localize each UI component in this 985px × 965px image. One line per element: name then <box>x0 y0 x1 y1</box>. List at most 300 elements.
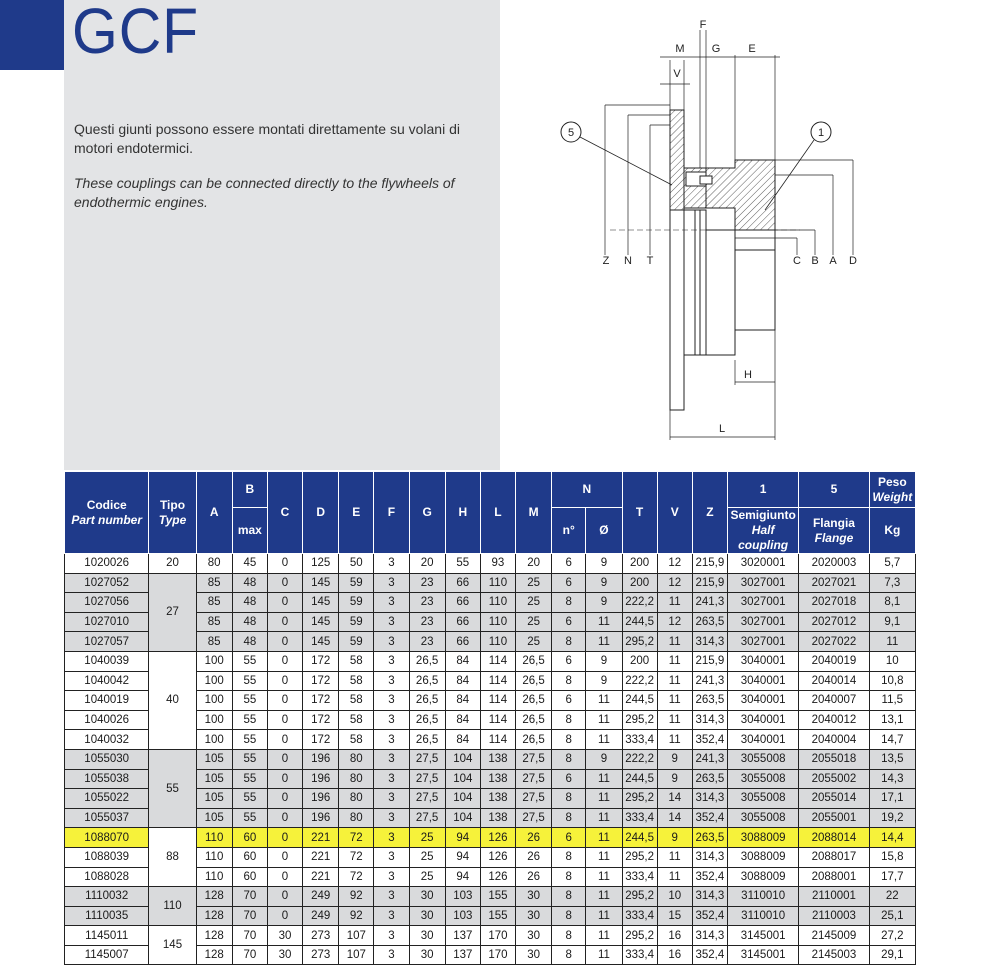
specification-table <box>64 471 916 965</box>
table-cell: 172 <box>303 691 339 711</box>
table-cell: 200 <box>622 573 657 593</box>
table-cell: 314,3 <box>692 847 727 867</box>
table-cell: 10,8 <box>869 671 915 691</box>
table-cell: 9 <box>657 749 692 769</box>
table-cell: 221 <box>303 847 339 867</box>
table-cell: 92 <box>339 887 374 907</box>
table-cell: 137 <box>445 945 480 965</box>
technical-drawing <box>540 10 880 450</box>
table-cell: 48 <box>232 612 267 632</box>
table-cell: 8 <box>552 887 586 907</box>
table-cell: 2040004 <box>799 730 869 750</box>
table-cell: 14,7 <box>869 730 915 750</box>
table-cell: 352,4 <box>692 906 727 926</box>
table-cell: 333,4 <box>622 730 657 750</box>
table-cell: 3055008 <box>727 769 798 789</box>
table-cell: 0 <box>267 691 302 711</box>
table-cell: 2040014 <box>799 671 869 691</box>
table-cell: 12 <box>657 554 692 574</box>
table-cell: 8 <box>552 906 586 926</box>
table-cell: 11 <box>657 710 692 730</box>
table-cell: 352,4 <box>692 867 727 887</box>
table-cell: 128 <box>196 945 232 965</box>
table-cell: 128 <box>196 906 232 926</box>
table-cell: 26,5 <box>516 730 552 750</box>
table-cell: 1110032 <box>65 887 149 907</box>
table-cell: 0 <box>267 828 302 848</box>
table-cell: 196 <box>303 808 339 828</box>
table-cell: 85 <box>196 573 232 593</box>
table-cell: 9 <box>586 573 622 593</box>
table-cell: 22 <box>869 887 915 907</box>
table-cell: 1055037 <box>65 808 149 828</box>
table-cell: 11 <box>586 945 622 965</box>
table-cell: 241,3 <box>692 671 727 691</box>
table-cell: 295,2 <box>622 887 657 907</box>
table-cell: 314,3 <box>692 887 727 907</box>
table-cell: 9,1 <box>869 612 915 632</box>
table-cell: 17,7 <box>869 867 915 887</box>
table-cell: 0 <box>267 554 302 574</box>
table-cell: 3040001 <box>727 691 798 711</box>
table-cell: 103 <box>445 906 480 926</box>
table-cell: 0 <box>267 671 302 691</box>
table-cell: 3 <box>374 887 409 907</box>
dim-label-e: E <box>748 43 756 55</box>
table-cell: 0 <box>267 847 302 867</box>
table-cell: 3110010 <box>727 906 798 926</box>
table-cell: 11 <box>586 710 622 730</box>
table-cell: 3027001 <box>727 632 798 652</box>
table-row <box>65 651 916 671</box>
table-cell: 16 <box>657 926 692 946</box>
table-cell: 273 <box>303 926 339 946</box>
table-cell: 1145011 <box>65 926 149 946</box>
table-cell: 10 <box>869 651 915 671</box>
table-cell: 11 <box>657 671 692 691</box>
table-cell: 2055018 <box>799 749 869 769</box>
table-cell: 2040012 <box>799 710 869 730</box>
table-cell: 263,5 <box>692 769 727 789</box>
table-cell: 94 <box>445 847 480 867</box>
table-cell: 55 <box>232 769 267 789</box>
table-cell: 100 <box>196 710 232 730</box>
table-cell: 25 <box>516 632 552 652</box>
table-cell: 273 <box>303 945 339 965</box>
table-cell: 172 <box>303 671 339 691</box>
table-cell: 3110010 <box>727 887 798 907</box>
table-cell: 11 <box>586 926 622 946</box>
dim-label-m: M <box>675 43 685 55</box>
table-row <box>65 749 916 769</box>
table-cell: 104 <box>445 808 480 828</box>
table-cell: 14,3 <box>869 769 915 789</box>
table-cell: 0 <box>267 789 302 809</box>
table-cell: 11 <box>657 867 692 887</box>
page-title: GCF <box>72 0 200 67</box>
table-row <box>65 828 916 848</box>
table-cell: 244,5 <box>622 769 657 789</box>
table-cell: 6 <box>552 554 586 574</box>
header-d: D <box>303 472 339 554</box>
table-cell: 26,5 <box>409 730 445 750</box>
table-cell: 27,5 <box>516 769 552 789</box>
table-cell: 50 <box>339 554 374 574</box>
table-cell: 27,5 <box>409 808 445 828</box>
table-cell: 2110001 <box>799 887 869 907</box>
table-cell: 26 <box>516 847 552 867</box>
table-cell: 110 <box>480 632 515 652</box>
brand-color-block <box>0 0 64 70</box>
table-cell: 263,5 <box>692 828 727 848</box>
table-cell: 3055008 <box>727 749 798 769</box>
table-cell: 9 <box>586 554 622 574</box>
table-cell: 30 <box>409 945 445 965</box>
table-cell: 110 <box>480 612 515 632</box>
table-cell: 3 <box>374 789 409 809</box>
table-cell: 1055038 <box>65 769 149 789</box>
table-cell: 25 <box>516 573 552 593</box>
table-cell: 114 <box>480 671 515 691</box>
table-cell: 126 <box>480 867 515 887</box>
table-cell: 114 <box>480 730 515 750</box>
table-cell: 15,8 <box>869 847 915 867</box>
table-cell: 92 <box>339 906 374 926</box>
table-cell: 30 <box>516 926 552 946</box>
table-row <box>65 887 916 907</box>
table-cell: 25 <box>409 847 445 867</box>
table-cell: 314,3 <box>692 926 727 946</box>
table-cell: 60 <box>232 828 267 848</box>
table-cell: 241,3 <box>692 749 727 769</box>
table-cell: 3040001 <box>727 730 798 750</box>
table-cell: 2088001 <box>799 867 869 887</box>
table-cell: 11 <box>657 847 692 867</box>
table-cell: 222,2 <box>622 671 657 691</box>
table-cell: 55 <box>232 789 267 809</box>
table-cell: 3 <box>374 691 409 711</box>
table-cell: 333,4 <box>622 906 657 926</box>
table-cell: 26,5 <box>409 671 445 691</box>
table-cell: 11 <box>869 632 915 652</box>
table-cell: 72 <box>339 828 374 848</box>
table-cell: 19,2 <box>869 808 915 828</box>
table-cell: 3 <box>374 749 409 769</box>
table-cell: 295,2 <box>622 926 657 946</box>
description-panel <box>64 0 500 470</box>
table-cell: 8 <box>552 945 586 965</box>
table-cell: 352,4 <box>692 730 727 750</box>
table-cell: 352,4 <box>692 808 727 828</box>
table-cell: 2055014 <box>799 789 869 809</box>
table-cell: 27,5 <box>516 808 552 828</box>
table-cell: 84 <box>445 651 480 671</box>
table-cell: 11 <box>586 730 622 750</box>
table-cell: 10 <box>657 887 692 907</box>
table-cell: 13,1 <box>869 710 915 730</box>
table-cell: 3 <box>374 847 409 867</box>
dim-label-c: C <box>793 255 801 267</box>
table-cell: 333,4 <box>622 945 657 965</box>
table-cell: 11 <box>586 632 622 652</box>
header-a: A <box>196 472 232 554</box>
table-cell: 1055030 <box>65 749 149 769</box>
table-cell: 11 <box>586 691 622 711</box>
table-cell: 2145009 <box>799 926 869 946</box>
table-cell: 244,5 <box>622 612 657 632</box>
table-cell: 9 <box>657 828 692 848</box>
table-cell: 8 <box>552 847 586 867</box>
table-cell: 27,5 <box>409 789 445 809</box>
table-cell: 3145001 <box>727 945 798 965</box>
table-cell: 48 <box>232 593 267 613</box>
table-cell: 30 <box>409 887 445 907</box>
table-cell: 2110003 <box>799 906 869 926</box>
tipo-cell: 27 <box>149 573 196 651</box>
description-italian: Questi giunti possono essere montati direttamente su volani di motori endotermici. <box>74 121 460 156</box>
tipo-cell: 20 <box>149 554 196 574</box>
table-cell: 2040019 <box>799 651 869 671</box>
table-cell: 0 <box>267 730 302 750</box>
table-body <box>65 554 916 965</box>
header-tipo: Tipo Type <box>149 472 196 554</box>
table-cell: 25 <box>516 593 552 613</box>
table-cell: 6 <box>552 828 586 848</box>
table-cell: 3027001 <box>727 612 798 632</box>
table-cell: 59 <box>339 573 374 593</box>
table-cell: 93 <box>480 554 515 574</box>
header-n-number: n° <box>552 508 586 554</box>
table-cell: 72 <box>339 847 374 867</box>
table-cell: 333,4 <box>622 808 657 828</box>
table-cell: 215,9 <box>692 651 727 671</box>
table-cell: 84 <box>445 691 480 711</box>
table-cell: 8 <box>552 789 586 809</box>
table-cell: 196 <box>303 749 339 769</box>
table-cell: 263,5 <box>692 691 727 711</box>
header-peso: Peso Weight <box>869 472 915 508</box>
table-cell: 55 <box>232 749 267 769</box>
table-cell: 263,5 <box>692 612 727 632</box>
dim-label-l: L <box>718 423 726 435</box>
table-cell: 1040042 <box>65 671 149 691</box>
table-cell: 85 <box>196 593 232 613</box>
table-cell: 2027012 <box>799 612 869 632</box>
table-cell: 200 <box>622 554 657 574</box>
dim-label-b: B <box>811 255 819 267</box>
table-cell: 200 <box>622 651 657 671</box>
table-cell: 3 <box>374 926 409 946</box>
table-cell: 295,2 <box>622 789 657 809</box>
table-cell: 3027001 <box>727 593 798 613</box>
table-cell: 20 <box>516 554 552 574</box>
table-cell: 2027018 <box>799 593 869 613</box>
table-cell: 1027052 <box>65 573 149 593</box>
table-cell: 333,4 <box>622 867 657 887</box>
table-cell: 105 <box>196 808 232 828</box>
table-cell: 11 <box>586 808 622 828</box>
table-cell: 3055008 <box>727 808 798 828</box>
header-e: E <box>339 472 374 554</box>
table-cell: 295,2 <box>622 847 657 867</box>
table-cell: 3027001 <box>727 573 798 593</box>
table-cell: 196 <box>303 769 339 789</box>
table-cell: 85 <box>196 632 232 652</box>
table-cell: 3 <box>374 710 409 730</box>
table-cell: 70 <box>232 926 267 946</box>
table-cell: 145 <box>303 632 339 652</box>
table-cell: 145 <box>303 573 339 593</box>
tipo-cell: 55 <box>149 749 196 827</box>
table-cell: 137 <box>445 926 480 946</box>
table-cell: 26,5 <box>409 710 445 730</box>
table-cell: 249 <box>303 887 339 907</box>
table-cell: 59 <box>339 632 374 652</box>
table-cell: 295,2 <box>622 710 657 730</box>
table-cell: 23 <box>409 593 445 613</box>
table-cell: 17,1 <box>869 789 915 809</box>
table-cell: 26,5 <box>516 710 552 730</box>
table-cell: 249 <box>303 906 339 926</box>
table-cell: 72 <box>339 867 374 887</box>
table-cell: 1020026 <box>65 554 149 574</box>
dim-label-d: D <box>849 255 857 267</box>
table-cell: 27,5 <box>516 749 552 769</box>
table-cell: 14 <box>657 808 692 828</box>
table-cell: 25 <box>516 612 552 632</box>
table-cell: 1088070 <box>65 828 149 848</box>
table-cell: 0 <box>267 632 302 652</box>
table-cell: 0 <box>267 710 302 730</box>
table-cell: 3 <box>374 632 409 652</box>
table-cell: 138 <box>480 808 515 828</box>
table-cell: 155 <box>480 887 515 907</box>
table-cell: 6 <box>552 691 586 711</box>
table-cell: 3 <box>374 671 409 691</box>
table-cell: 80 <box>339 749 374 769</box>
table-cell: 11 <box>586 847 622 867</box>
table-header <box>65 472 916 554</box>
callout-1: 1 <box>817 127 825 139</box>
table-cell: 3020001 <box>727 554 798 574</box>
table-cell: 110 <box>196 867 232 887</box>
table-cell: 8 <box>552 632 586 652</box>
table-cell: 12 <box>657 573 692 593</box>
table-cell: 8 <box>552 730 586 750</box>
table-cell: 0 <box>267 808 302 828</box>
table-cell: 12 <box>657 612 692 632</box>
callout-5: 5 <box>567 127 575 139</box>
table-cell: 2040007 <box>799 691 869 711</box>
table-cell: 8 <box>552 671 586 691</box>
table-cell: 58 <box>339 710 374 730</box>
table-cell: 6 <box>552 769 586 789</box>
table-cell: 11 <box>657 632 692 652</box>
table-cell: 60 <box>232 847 267 867</box>
table-cell: 3 <box>374 906 409 926</box>
header-b: B <box>232 472 267 508</box>
table-cell: 70 <box>232 887 267 907</box>
table-cell: 66 <box>445 632 480 652</box>
table-cell: 138 <box>480 789 515 809</box>
header-flangia: Flangia Flange <box>799 508 869 554</box>
table-cell: 11 <box>586 867 622 887</box>
table-cell: 66 <box>445 573 480 593</box>
table-cell: 80 <box>339 789 374 809</box>
table-cell: 0 <box>267 749 302 769</box>
table-cell: 105 <box>196 789 232 809</box>
dim-label-v: V <box>673 68 681 80</box>
table-cell: 107 <box>339 926 374 946</box>
table-cell: 128 <box>196 887 232 907</box>
table-cell: 84 <box>445 671 480 691</box>
table-cell: 9 <box>657 769 692 789</box>
table-cell: 25 <box>409 828 445 848</box>
table-cell: 30 <box>409 906 445 926</box>
table-cell: 6 <box>552 573 586 593</box>
table-cell: 100 <box>196 691 232 711</box>
table-cell: 8,1 <box>869 593 915 613</box>
table-cell: 15 <box>657 906 692 926</box>
table-cell: 85 <box>196 612 232 632</box>
header-m: M <box>516 472 552 554</box>
table-cell: 110 <box>480 573 515 593</box>
table-cell: 314,3 <box>692 632 727 652</box>
table-cell: 3 <box>374 828 409 848</box>
table-cell: 1027056 <box>65 593 149 613</box>
dim-label-t: T <box>646 255 654 267</box>
table-cell: 110 <box>480 593 515 613</box>
tipo-cell: 88 <box>149 828 196 887</box>
table-cell: 55 <box>232 691 267 711</box>
table-cell: 80 <box>339 769 374 789</box>
table-cell: 84 <box>445 730 480 750</box>
table-cell: 126 <box>480 847 515 867</box>
table-cell: 11 <box>586 887 622 907</box>
table-cell: 8 <box>552 710 586 730</box>
table-cell: 145 <box>303 612 339 632</box>
table-cell: 1027057 <box>65 632 149 652</box>
table-cell: 2088017 <box>799 847 869 867</box>
header-n-diameter: Ø <box>586 508 622 554</box>
table-cell: 2055001 <box>799 808 869 828</box>
table-cell: 16 <box>657 945 692 965</box>
table-cell: 3040001 <box>727 710 798 730</box>
table-cell: 11 <box>586 789 622 809</box>
table-cell: 55 <box>232 710 267 730</box>
table-cell: 25 <box>409 867 445 887</box>
table-cell: 55 <box>232 730 267 750</box>
table-row <box>65 554 916 574</box>
table-cell: 104 <box>445 789 480 809</box>
table-cell: 3 <box>374 769 409 789</box>
table-cell: 244,5 <box>622 691 657 711</box>
table-cell: 11 <box>586 769 622 789</box>
table-cell: 110 <box>196 847 232 867</box>
header-t: T <box>622 472 657 554</box>
table-cell: 3 <box>374 730 409 750</box>
table-cell: 8 <box>552 867 586 887</box>
table-cell: 2020003 <box>799 554 869 574</box>
table-cell: 3088009 <box>727 847 798 867</box>
table-cell: 55 <box>232 671 267 691</box>
table-cell: 0 <box>267 906 302 926</box>
table-cell: 3040001 <box>727 651 798 671</box>
table-cell: 27,5 <box>409 769 445 789</box>
table-cell: 128 <box>196 926 232 946</box>
table-cell: 27,2 <box>869 926 915 946</box>
table-cell: 58 <box>339 691 374 711</box>
